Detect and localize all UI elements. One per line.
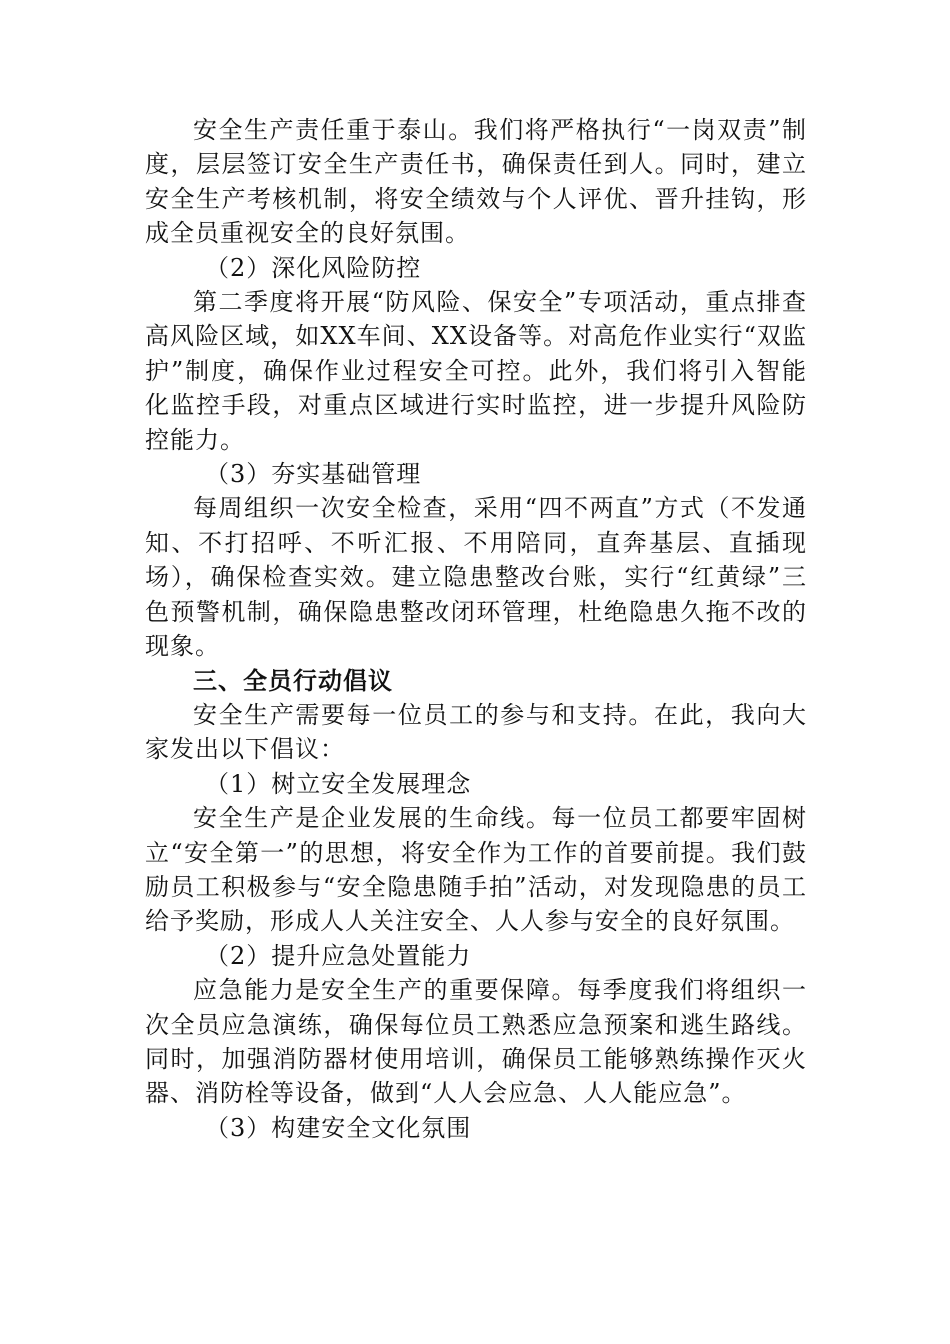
section-heading-initiative: 三、全员行动倡议 xyxy=(193,666,393,695)
paragraph-initiative-intro: 安全生产需要每一位员工的参与和支持。在此，我向大家发出以下倡议： xyxy=(145,700,807,764)
paragraph-safety-concept: 安全生产是企业发展的生命线。每一位员工都要牢固树立“安全第一”的思想，将安全作为工作的首要前提。我们鼓励员工积极参与“安全隐患随手拍”活动，对发现隐患的员工给予奖励，形成人人关注安全、人人参与安全的良好氛围。 xyxy=(145,804,807,936)
subheading-risk-control: （2）深化风险防控 xyxy=(205,253,422,282)
document-body xyxy=(145,113,807,1145)
paragraph-responsibility: 安全生产责任重于泰山。我们将严格执行“一岗双责”制度，层层签订安全生产责任书，确保责任到人。同时，建立安全生产考核机制，将安全绩效与个人评优、晋升挂钩，形成全员重视安全的良好氛围。 xyxy=(145,116,807,248)
subheading-emergency: （2）提升应急处置能力 xyxy=(205,941,472,970)
subheading-basic-management: （3）夯实基础管理 xyxy=(205,460,422,489)
paragraph-basic-management: 每周组织一次安全检查，采用“四不两直”方式（不发通知、不打招呼、不听汇报、不用陪同，直奔基层、直插现场），确保检查实效。建立隐患整改台账，实行“红黄绿”三色预警机制，确保隐患整改闭环管理，杜绝隐患久拖不改的现象。 xyxy=(145,494,807,661)
subheading-safety-culture: （3）构建安全文化氛围 xyxy=(205,1113,472,1142)
paragraph-emergency: 应急能力是安全生产的重要保障。每季度我们将组织一次全员应急演练，确保每位员工熟悉应急预案和逃生路线。同时，加强消防器材使用培训，确保员工能够熟练操作灭火器、消防栓等设备，做到“人人会应急、人人能应急”。 xyxy=(145,976,807,1108)
paragraph-risk-control: 第二季度将开展“防风险、保安全”专项活动，重点排查高风险区域，如XX车间、XX设备等。对高危作业实行“双监护”制度，确保作业过程安全可控。此外，我们将引入智能化监控手段，对重点区域进行实时监控，进一步提升风险防控能力。 xyxy=(145,288,807,454)
subheading-safety-concept: （1）树立安全发展理念 xyxy=(205,769,472,798)
